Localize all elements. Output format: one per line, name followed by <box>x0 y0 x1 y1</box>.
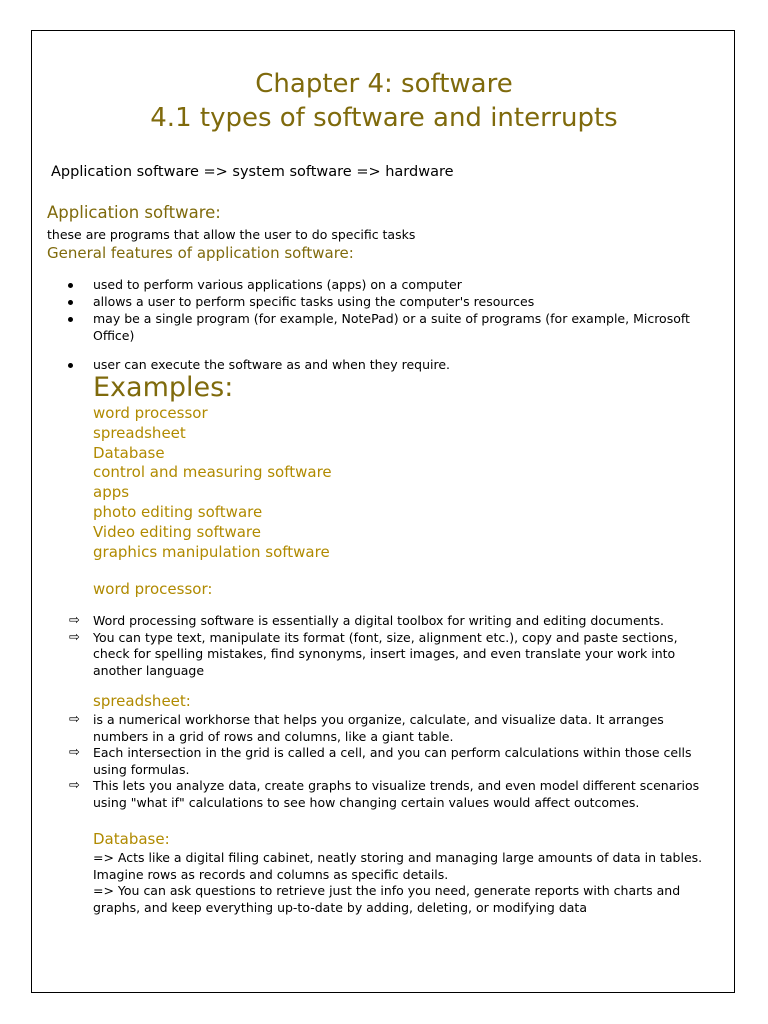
section-title: 4.1 types of software and interrupts <box>150 103 618 133</box>
list-item: apps <box>93 483 130 502</box>
list-item: may be a single program (for example, NotePad) or a suite of programs (for example, Microsoft Office) <box>50 310 710 344</box>
bullet-icon <box>68 317 73 322</box>
list-item: ⇨ You can type text, manipulate its format (font, size, alignment etc.), copy and paste sections, check for spelling mistakes, find synonyms, insert images, and even translate your work into another language <box>69 629 678 678</box>
database-text-2: => You can ask questions to retrieve just the info you need, generate reports with charts and graphs, and keep everything up-to-date by adding, deleting, or modifying data <box>93 883 681 915</box>
arrow-icon: ⇨ <box>69 778 80 793</box>
chapter-title: Chapter 4: software <box>255 69 513 99</box>
bullet-icon <box>68 363 73 368</box>
list-item: spreadsheet <box>93 423 186 442</box>
features-list-a <box>50 276 710 344</box>
list-item: ⇨ is a numerical workhorse that helps you organize, calculate, and visualize data. It arranges numbers in a grid of rows and columns, like a giant table. <box>69 712 664 744</box>
list-item: word processor <box>93 404 208 422</box>
list-item: ⇨ This lets you analyze data, create graphs to visualize trends, and even model different scenarios using "what if" calculations to see how changing certain values would affect outcomes. <box>69 778 700 810</box>
list-item: ⇨ Each intersection in the grid is called a cell, and you can perform calculations within those cells using formulas. <box>69 745 692 777</box>
list-item: photo editing software <box>93 502 263 521</box>
examples-heading: Examples: <box>93 372 234 403</box>
software-flow-line: Application software => system software => hardware <box>51 164 454 180</box>
spreadsheet-heading: spreadsheet: <box>93 692 191 710</box>
application-software-heading: Application software: <box>47 203 221 222</box>
application-software-definition: these are programs that allow the user to do specific tasks <box>47 227 416 242</box>
arrow-icon: ⇨ <box>69 712 80 727</box>
features-list-b <box>50 356 710 373</box>
list-item: Video editing software <box>93 522 261 541</box>
arrow-icon: ⇨ <box>69 629 80 645</box>
list-item: control and measuring software <box>93 463 332 482</box>
arrow-icon: ⇨ <box>69 745 80 760</box>
list-item: ⇨ Word processing software is essentially a digital toolbox for writing and editing documents. <box>69 613 664 628</box>
word-processor-heading: word processor: <box>93 580 213 598</box>
list-item: allows a user to perform specific tasks using the computer's resources <box>50 293 710 310</box>
arrow-icon: ⇨ <box>69 613 80 628</box>
database-heading: Database: <box>93 830 170 848</box>
general-features-heading: General features of application software: <box>47 244 354 262</box>
bullet-icon <box>68 300 73 305</box>
list-item: user can execute the software as and when they require. <box>50 356 710 373</box>
list-item: Database <box>93 443 165 462</box>
list-item: used to perform various applications (apps) on a computer <box>50 276 710 293</box>
bullet-icon <box>68 283 73 288</box>
word-processor-list <box>69 613 714 679</box>
examples-list <box>93 404 332 562</box>
list-item: graphics manipulation software <box>93 542 330 561</box>
spreadsheet-list <box>69 712 714 811</box>
database-text-1: => Acts like a digital filing cabinet, neatly storing and managing large amounts of data in tables. Imagine rows as records and columns as specific details. <box>93 850 703 882</box>
